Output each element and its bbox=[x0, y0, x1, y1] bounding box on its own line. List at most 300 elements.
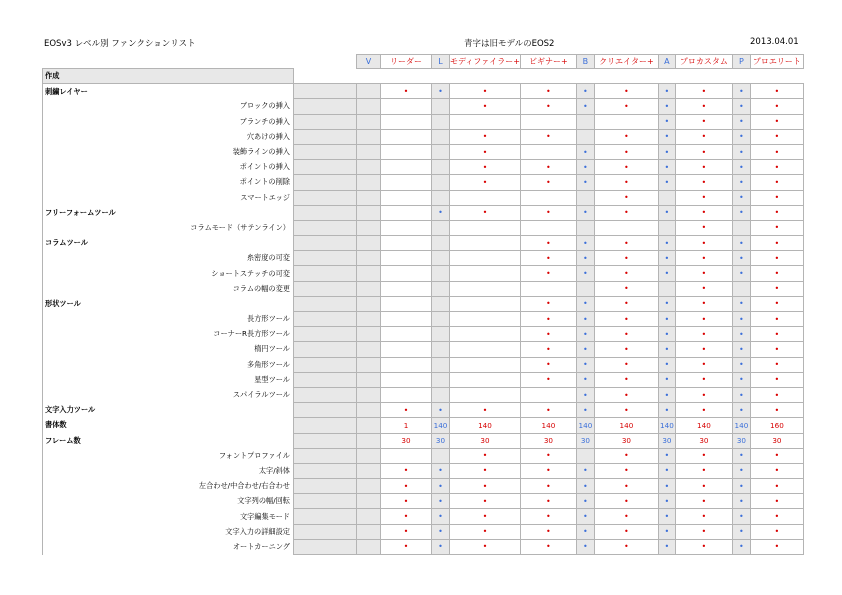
feature-cell bbox=[432, 236, 450, 251]
availability-dot: • bbox=[664, 314, 670, 324]
feature-cell bbox=[576, 236, 594, 251]
availability-dot: • bbox=[546, 101, 551, 111]
column-header: プロエリート bbox=[750, 55, 803, 69]
feature-cell bbox=[732, 129, 750, 144]
availability-dot: • bbox=[482, 512, 488, 522]
availability-dot: • bbox=[624, 162, 629, 172]
feature-cell bbox=[357, 387, 381, 402]
feature-cell bbox=[357, 479, 381, 494]
row-label: 多角形ツール bbox=[43, 357, 294, 372]
feature-cell bbox=[357, 342, 381, 357]
availability-dot: • bbox=[701, 284, 707, 294]
feature-cell bbox=[432, 448, 450, 463]
feature-cell bbox=[576, 494, 594, 509]
availability-dot: • bbox=[664, 390, 670, 400]
availability-dot: • bbox=[739, 390, 744, 400]
availability-dot: • bbox=[701, 86, 707, 96]
feature-cell bbox=[675, 327, 732, 342]
row-label: フォントプロファイル bbox=[43, 448, 294, 463]
availability-dot: • bbox=[624, 542, 629, 552]
feature-cell bbox=[576, 99, 594, 114]
feature-cell bbox=[732, 205, 750, 220]
feature-cell bbox=[432, 129, 450, 144]
feature-cell bbox=[450, 372, 521, 387]
feature-cell bbox=[432, 327, 450, 342]
availability-dot: • bbox=[403, 496, 409, 506]
row-label: コラムモード（サテンライン） bbox=[43, 220, 294, 235]
availability-dot: • bbox=[583, 405, 588, 415]
availability-dot: • bbox=[664, 299, 670, 309]
availability-dot: • bbox=[583, 238, 588, 248]
feature-cell: 30 bbox=[576, 433, 594, 448]
gap-cell bbox=[294, 479, 357, 494]
availability-dot: • bbox=[403, 86, 409, 96]
feature-cell: 140 bbox=[432, 418, 450, 433]
feature-cell bbox=[594, 539, 658, 554]
feature-cell bbox=[750, 251, 803, 266]
gap-cell bbox=[294, 84, 357, 99]
feature-cell: 30 bbox=[675, 433, 732, 448]
feature-cell bbox=[675, 479, 732, 494]
feature-cell bbox=[357, 205, 381, 220]
row-label: 左合わせ/中合わせ/右合わせ bbox=[43, 479, 294, 494]
feature-cell bbox=[594, 494, 658, 509]
feature-cell bbox=[576, 160, 594, 175]
feature-cell: 30 bbox=[381, 433, 432, 448]
feature-cell bbox=[675, 236, 732, 251]
feature-cell bbox=[594, 129, 658, 144]
feature-cell bbox=[675, 205, 732, 220]
feature-cell bbox=[520, 175, 576, 190]
availability-dot: • bbox=[624, 238, 629, 248]
feature-cell bbox=[675, 342, 732, 357]
availability-dot: • bbox=[624, 405, 629, 415]
feature-cell bbox=[520, 372, 576, 387]
feature-cell bbox=[432, 99, 450, 114]
availability-dot: • bbox=[739, 132, 744, 142]
availability-dot: • bbox=[482, 481, 488, 491]
availability-dot: • bbox=[624, 496, 629, 506]
feature-cell bbox=[450, 160, 521, 175]
gap-cell bbox=[294, 327, 357, 342]
availability-dot: • bbox=[664, 375, 670, 385]
function-table bbox=[42, 54, 804, 555]
feature-cell bbox=[520, 494, 576, 509]
feature-cell bbox=[450, 387, 521, 402]
feature-cell bbox=[750, 175, 803, 190]
feature-cell bbox=[658, 236, 675, 251]
availability-dot: • bbox=[664, 466, 670, 476]
availability-dot: • bbox=[546, 86, 551, 96]
row-label: コーナーR長方形ツール bbox=[43, 327, 294, 342]
availability-dot: • bbox=[701, 193, 707, 203]
feature-cell bbox=[732, 296, 750, 311]
availability-dot: • bbox=[701, 542, 707, 552]
availability-dot: • bbox=[739, 147, 744, 157]
row-label: 書体数 bbox=[43, 418, 294, 433]
column-header-row bbox=[43, 55, 804, 69]
availability-dot: • bbox=[774, 512, 780, 522]
availability-dot: • bbox=[664, 527, 670, 537]
availability-dot: • bbox=[774, 238, 780, 248]
availability-dot: • bbox=[701, 314, 707, 324]
availability-dot: • bbox=[546, 269, 551, 279]
availability-dot: • bbox=[624, 466, 629, 476]
feature-cell bbox=[450, 266, 521, 281]
table-row bbox=[43, 418, 804, 433]
availability-dot: • bbox=[546, 481, 551, 491]
feature-cell: 1 bbox=[381, 418, 432, 433]
gap-cell bbox=[294, 509, 357, 524]
availability-dot: • bbox=[583, 542, 588, 552]
table-row bbox=[43, 144, 804, 159]
availability-dot: • bbox=[546, 451, 551, 461]
feature-cell bbox=[732, 448, 750, 463]
feature-cell bbox=[357, 524, 381, 539]
availability-dot: • bbox=[546, 162, 551, 172]
availability-dot: • bbox=[774, 269, 780, 279]
gap-cell bbox=[294, 236, 357, 251]
feature-cell bbox=[450, 84, 521, 99]
availability-dot: • bbox=[482, 147, 488, 157]
availability-dot: • bbox=[546, 177, 551, 187]
feature-cell bbox=[450, 220, 521, 235]
availability-dot: • bbox=[546, 314, 551, 324]
feature-cell bbox=[732, 84, 750, 99]
availability-dot: • bbox=[546, 360, 551, 370]
feature-cell bbox=[450, 327, 521, 342]
availability-dot: • bbox=[624, 390, 629, 400]
feature-cell bbox=[450, 539, 521, 554]
feature-cell bbox=[381, 342, 432, 357]
availability-dot: • bbox=[624, 101, 629, 111]
availability-dot: • bbox=[482, 542, 488, 552]
availability-dot: • bbox=[774, 117, 780, 127]
row-label: 穴あけの挿入 bbox=[43, 129, 294, 144]
feature-cell bbox=[732, 342, 750, 357]
availability-dot: • bbox=[774, 208, 780, 218]
availability-dot: • bbox=[664, 132, 670, 142]
availability-dot: • bbox=[774, 253, 780, 263]
feature-cell bbox=[594, 236, 658, 251]
row-label: 文字編集モード bbox=[43, 509, 294, 524]
availability-dot: • bbox=[482, 466, 488, 476]
feature-cell bbox=[520, 266, 576, 281]
feature-cell bbox=[381, 327, 432, 342]
feature-cell bbox=[432, 114, 450, 129]
availability-dot: • bbox=[403, 405, 409, 415]
feature-cell bbox=[732, 251, 750, 266]
document-date: 2013.04.01 bbox=[750, 37, 799, 47]
feature-cell bbox=[750, 494, 803, 509]
feature-cell bbox=[357, 266, 381, 281]
feature-cell bbox=[732, 494, 750, 509]
availability-dot: • bbox=[482, 86, 488, 96]
gap-cell bbox=[294, 448, 357, 463]
availability-dot: • bbox=[624, 269, 629, 279]
table-row bbox=[43, 190, 804, 205]
feature-cell: 140 bbox=[594, 418, 658, 433]
feature-cell bbox=[381, 281, 432, 296]
feature-cell bbox=[750, 539, 803, 554]
feature-cell bbox=[381, 160, 432, 175]
feature-cell bbox=[658, 448, 675, 463]
availability-dot: • bbox=[739, 101, 744, 111]
feature-cell bbox=[450, 144, 521, 159]
availability-dot: • bbox=[701, 269, 707, 279]
feature-cell bbox=[594, 160, 658, 175]
availability-dot: • bbox=[482, 496, 488, 506]
feature-cell bbox=[520, 236, 576, 251]
feature-cell bbox=[750, 144, 803, 159]
feature-cell bbox=[520, 342, 576, 357]
table-row bbox=[43, 524, 804, 539]
feature-cell bbox=[381, 114, 432, 129]
row-label: 星型ツール bbox=[43, 372, 294, 387]
feature-cell bbox=[732, 160, 750, 175]
availability-dot: • bbox=[664, 147, 670, 157]
availability-dot: • bbox=[583, 496, 588, 506]
feature-cell bbox=[675, 160, 732, 175]
feature-cell bbox=[357, 281, 381, 296]
availability-dot: • bbox=[774, 86, 780, 96]
availability-dot: • bbox=[701, 329, 707, 339]
availability-dot: • bbox=[482, 162, 488, 172]
availability-dot: • bbox=[546, 238, 551, 248]
header-blank bbox=[43, 55, 294, 69]
availability-dot: • bbox=[583, 177, 588, 187]
availability-dot: • bbox=[583, 527, 588, 537]
table-row bbox=[43, 281, 804, 296]
feature-cell bbox=[357, 372, 381, 387]
feature-cell bbox=[750, 479, 803, 494]
feature-cell bbox=[450, 129, 521, 144]
feature-cell bbox=[357, 99, 381, 114]
feature-cell bbox=[450, 509, 521, 524]
feature-cell bbox=[732, 539, 750, 554]
availability-dot: • bbox=[664, 344, 670, 354]
availability-dot: • bbox=[701, 162, 707, 172]
feature-cell bbox=[750, 312, 803, 327]
availability-dot: • bbox=[739, 527, 744, 537]
feature-cell bbox=[675, 266, 732, 281]
feature-cell bbox=[520, 160, 576, 175]
document-title: EOSv3 レベル別 ファンクションリスト bbox=[44, 39, 196, 49]
feature-cell bbox=[675, 296, 732, 311]
feature-cell bbox=[576, 312, 594, 327]
feature-cell bbox=[658, 296, 675, 311]
feature-cell bbox=[750, 129, 803, 144]
availability-dot: • bbox=[774, 162, 780, 172]
feature-cell: 30 bbox=[658, 433, 675, 448]
availability-dot: • bbox=[739, 269, 744, 279]
feature-cell bbox=[576, 403, 594, 418]
column-header: B bbox=[576, 55, 594, 69]
feature-cell bbox=[357, 433, 381, 448]
feature-cell bbox=[658, 99, 675, 114]
availability-dot: • bbox=[482, 208, 488, 218]
feature-cell bbox=[381, 403, 432, 418]
availability-dot: • bbox=[739, 375, 744, 385]
feature-cell bbox=[450, 205, 521, 220]
availability-dot: • bbox=[739, 360, 744, 370]
availability-dot: • bbox=[664, 253, 670, 263]
feature-cell bbox=[576, 144, 594, 159]
feature-cell bbox=[520, 190, 576, 205]
table-row bbox=[43, 205, 804, 220]
feature-cell bbox=[732, 372, 750, 387]
feature-cell: 30 bbox=[450, 433, 521, 448]
feature-cell bbox=[750, 463, 803, 478]
feature-cell bbox=[675, 190, 732, 205]
availability-dot: • bbox=[701, 147, 707, 157]
availability-dot: • bbox=[664, 496, 670, 506]
availability-dot: • bbox=[774, 527, 780, 537]
feature-cell bbox=[732, 479, 750, 494]
feature-cell bbox=[732, 524, 750, 539]
table-row bbox=[43, 448, 804, 463]
gap-cell bbox=[294, 372, 357, 387]
column-header: L bbox=[432, 55, 450, 69]
feature-cell bbox=[432, 479, 450, 494]
column-header: P bbox=[732, 55, 750, 69]
availability-dot: • bbox=[774, 314, 780, 324]
feature-cell bbox=[450, 524, 521, 539]
feature-cell bbox=[675, 281, 732, 296]
feature-cell bbox=[594, 479, 658, 494]
row-label: 文字列の幅/回転 bbox=[43, 494, 294, 509]
availability-dot: • bbox=[438, 481, 443, 491]
feature-cell bbox=[594, 144, 658, 159]
feature-cell bbox=[381, 357, 432, 372]
feature-cell bbox=[576, 281, 594, 296]
row-label: オートカーニング bbox=[43, 539, 294, 554]
feature-cell bbox=[576, 114, 594, 129]
feature-cell bbox=[357, 418, 381, 433]
availability-dot: • bbox=[774, 375, 780, 385]
table-row bbox=[43, 220, 804, 235]
feature-cell bbox=[357, 539, 381, 554]
feature-cell bbox=[594, 175, 658, 190]
availability-dot: • bbox=[664, 481, 670, 491]
availability-dot: • bbox=[583, 101, 588, 111]
availability-dot: • bbox=[438, 466, 443, 476]
table-row bbox=[43, 494, 804, 509]
feature-cell bbox=[432, 372, 450, 387]
availability-dot: • bbox=[624, 132, 629, 142]
section-title: 作成 bbox=[43, 69, 294, 84]
feature-cell bbox=[732, 175, 750, 190]
gap-cell bbox=[294, 190, 357, 205]
row-label: ブランチの挿入 bbox=[43, 114, 294, 129]
availability-dot: • bbox=[664, 269, 670, 279]
availability-dot: • bbox=[546, 208, 551, 218]
feature-cell bbox=[658, 281, 675, 296]
feature-cell bbox=[576, 175, 594, 190]
availability-dot: • bbox=[701, 238, 707, 248]
feature-cell bbox=[750, 296, 803, 311]
feature-cell bbox=[576, 463, 594, 478]
column-header: ビギナー+ bbox=[520, 55, 576, 69]
availability-dot: • bbox=[701, 512, 707, 522]
feature-cell bbox=[594, 357, 658, 372]
feature-cell bbox=[750, 448, 803, 463]
feature-cell bbox=[520, 312, 576, 327]
feature-cell bbox=[520, 129, 576, 144]
feature-cell bbox=[381, 175, 432, 190]
feature-cell bbox=[675, 114, 732, 129]
feature-cell bbox=[750, 524, 803, 539]
gap-cell bbox=[294, 342, 357, 357]
availability-dot: • bbox=[403, 512, 409, 522]
feature-cell bbox=[750, 387, 803, 402]
feature-cell bbox=[732, 327, 750, 342]
feature-cell bbox=[381, 129, 432, 144]
feature-cell bbox=[658, 129, 675, 144]
gap-cell bbox=[294, 144, 357, 159]
feature-cell bbox=[576, 448, 594, 463]
table-row bbox=[43, 160, 804, 175]
availability-dot: • bbox=[774, 481, 780, 491]
feature-cell bbox=[658, 387, 675, 402]
availability-dot: • bbox=[774, 466, 780, 476]
feature-cell bbox=[432, 205, 450, 220]
feature-cell bbox=[658, 479, 675, 494]
availability-dot: • bbox=[546, 512, 551, 522]
feature-cell bbox=[357, 175, 381, 190]
feature-cell: 140 bbox=[658, 418, 675, 433]
availability-dot: • bbox=[546, 253, 551, 263]
feature-cell bbox=[576, 220, 594, 235]
availability-dot: • bbox=[774, 223, 780, 233]
feature-cell bbox=[381, 524, 432, 539]
availability-dot: • bbox=[739, 162, 744, 172]
availability-dot: • bbox=[739, 496, 744, 506]
availability-dot: • bbox=[624, 481, 629, 491]
feature-cell: 30 bbox=[520, 433, 576, 448]
feature-cell bbox=[675, 372, 732, 387]
feature-cell bbox=[520, 357, 576, 372]
availability-dot: • bbox=[583, 208, 588, 218]
feature-cell bbox=[594, 99, 658, 114]
feature-cell bbox=[658, 539, 675, 554]
row-label: コラムの幅の変更 bbox=[43, 281, 294, 296]
feature-cell bbox=[658, 160, 675, 175]
availability-dot: • bbox=[482, 527, 488, 537]
feature-cell bbox=[450, 296, 521, 311]
availability-dot: • bbox=[583, 253, 588, 263]
feature-cell bbox=[675, 144, 732, 159]
section-row bbox=[43, 69, 804, 84]
gap-cell bbox=[294, 220, 357, 235]
availability-dot: • bbox=[739, 512, 744, 522]
availability-dot: • bbox=[438, 542, 443, 552]
feature-cell bbox=[450, 494, 521, 509]
feature-cell bbox=[357, 160, 381, 175]
availability-dot: • bbox=[701, 208, 707, 218]
availability-dot: • bbox=[583, 481, 588, 491]
feature-cell bbox=[381, 509, 432, 524]
availability-dot: • bbox=[701, 132, 707, 142]
availability-dot: • bbox=[774, 177, 780, 187]
table-row bbox=[43, 342, 804, 357]
feature-cell bbox=[732, 99, 750, 114]
feature-cell bbox=[520, 144, 576, 159]
feature-cell bbox=[520, 296, 576, 311]
table-row bbox=[43, 129, 804, 144]
availability-dot: • bbox=[739, 299, 744, 309]
feature-cell bbox=[732, 357, 750, 372]
